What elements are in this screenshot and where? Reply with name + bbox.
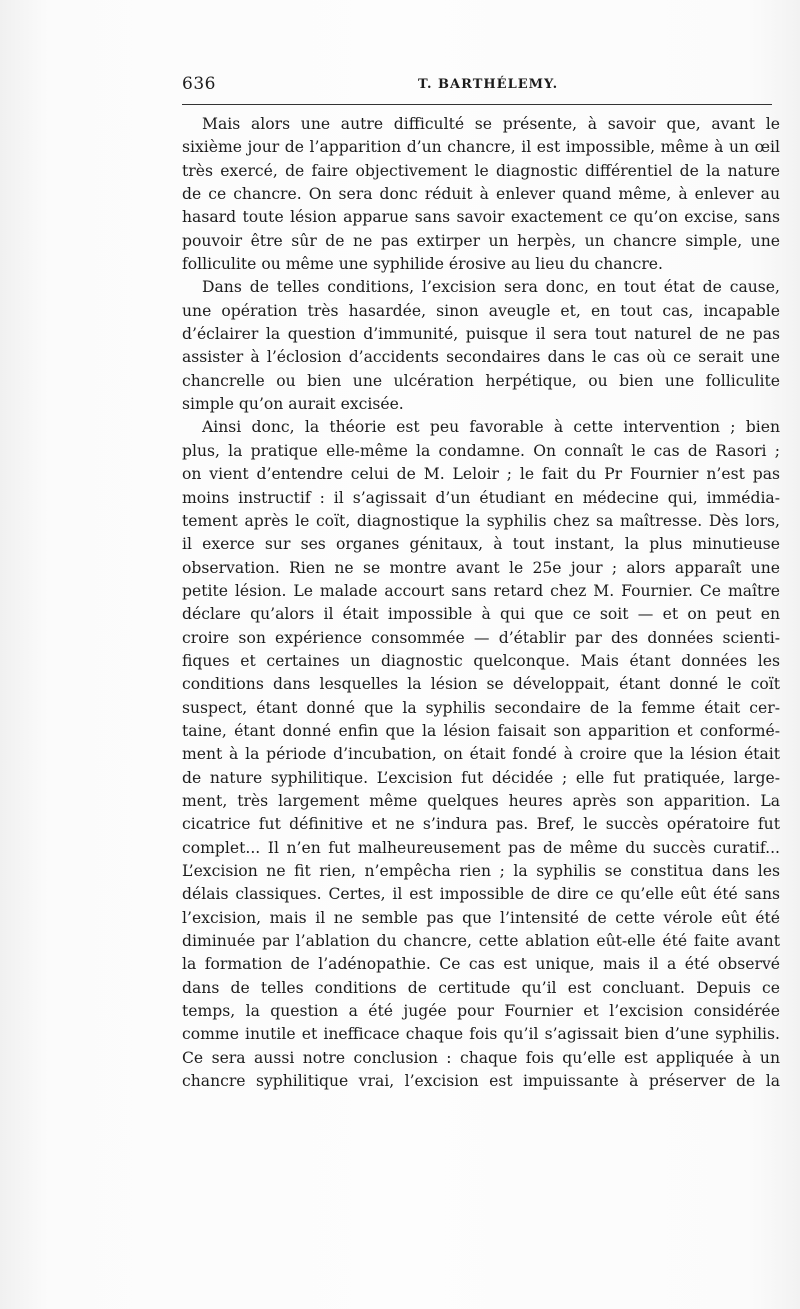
text-line: la formation de l’adénopathie. Ce cas est unique, mais il a été observé: [182, 955, 780, 974]
text-line: moins instructif : il s’agissait d’un étudiant en médecine qui, immédia-: [182, 488, 780, 507]
text-line: l’excision, mais il ne semble pas que l’intensité de cette vérole eût été: [182, 908, 780, 927]
text-line: complet... Il n’en fut malheureusement pas de même du succès curatif...: [182, 838, 780, 857]
text-line: il exerce sur ses organes génitaux, à tout instant, la plus minutieuse: [182, 535, 780, 554]
text-line: observation. Rien ne se montre avant le 25e jour ; alors apparaît une: [182, 558, 780, 577]
text-line: cicatrice fut définitive et ne s’indura pas. Bref, le succès opératoire fut: [182, 815, 780, 834]
text-line: Ce sera aussi notre conclusion : chaque fois qu’elle est appliquée à un: [182, 1048, 780, 1067]
text-line: Mais alors une autre difficulté se présente, à savoir que, avant le: [202, 115, 780, 133]
body-text: [182, 113, 780, 1093]
text-line: L’excision ne fit rien, n’empêcha rien ; la syphilis se constitua dans les: [182, 862, 780, 880]
text-line: chancrelle ou bien une ulcération herpétique, ou bien une folliculite: [182, 371, 780, 390]
text-line: diminuée par l’ablation du chancre, cette ablation eût-elle été faite avant: [182, 932, 780, 951]
text-line: tement après le coït, diagnostique la syphilis chez sa maîtresse. Dès lors,: [182, 511, 780, 530]
text-line: de ce chancre. On sera donc réduit à enlever quand même, à enlever au: [182, 185, 780, 204]
text-line: chancre syphilitique vrai, l’excision est impuissante à préserver de la: [182, 1072, 780, 1091]
text-line: pouvoir être sûr de ne pas extirper un herpès, un chancre simple, une: [182, 231, 780, 250]
text-line: suspect, étant donné que la syphilis secondaire de la femme était cer-: [182, 698, 780, 717]
text-line: d’éclairer la question d’immunité, puisque il sera tout naturel de ne pas: [182, 325, 780, 344]
page-number: 636: [182, 74, 216, 94]
text-line: hasard toute lésion apparue sans savoir exactement ce qu’on excise, sans: [182, 208, 780, 227]
text-line: sixième jour de l’apparition d’un chancre, il est impossible, même à un œil: [182, 138, 780, 157]
text-line: comme inutile et inefficace chaque fois qu’il s’agissait bien d’une syphilis.: [182, 1025, 780, 1044]
running-head: [182, 74, 772, 100]
text-line: plus, la pratique elle-même la condamne. On connaît le cas de Rasori ;: [182, 441, 780, 460]
text-line: simple qu’on aurait excisée.: [182, 395, 404, 414]
text-line: ment à la période d’incubation, on était fondé à croire que la lésion était: [182, 745, 780, 764]
text-line: dans de telles conditions de certitude qu’il est concluant. Depuis ce: [182, 978, 780, 997]
text-line: taine, étant donné enfin que la lésion faisait son apparition et conformé-: [182, 721, 780, 740]
text-line: très exercé, de faire objectivement le diagnostic différentiel de la nature: [182, 161, 780, 180]
text-line: folliculite ou même une syphilide érosive au lieu du chancre.: [182, 255, 663, 274]
running-head-author: T. BARTHÉLEMY.: [418, 77, 559, 92]
text-line: Ainsi donc, la théorie est peu favorable à cette intervention ; bien: [202, 418, 780, 437]
text-line: ment, très largement même quelques heures après son apparition. La: [182, 791, 780, 810]
text-line: déclare qu’alors il était impossible à qui que ce soit — et on peut en: [182, 605, 780, 624]
text-line: petite lésion. Le malade accourt sans retard chez M. Fournier. Ce maître: [182, 581, 780, 600]
text-line: temps, la question a été jugée pour Fournier et l’excision considérée: [182, 1002, 780, 1021]
text-line: une opération très hasardée, sinon aveugle et, en tout cas, incapable: [182, 301, 780, 320]
text-line: de nature syphilitique. L’excision fut décidée ; elle fut pratiquée, large-: [182, 768, 780, 787]
text-line: fiques et certaines un diagnostic quelconque. Mais étant données les: [182, 651, 780, 670]
text-line: conditions dans lesquelles la lésion se développait, étant donné le coït: [182, 675, 780, 694]
text-line: on vient d’entendre celui de M. Leloir ; le fait du Pr Fournier n’est pas: [182, 465, 780, 484]
text-line: croire son expérience consommée — d’établir par des données scienti-: [182, 628, 780, 647]
text-line: assister à l’éclosion d’accidents secondaires dans le cas où ce serait une: [182, 348, 780, 367]
header-rule: [182, 104, 772, 105]
text-line: délais classiques. Certes, il est impossible de dire ce qu’elle eût été sans: [182, 885, 780, 904]
text-line: Dans de telles conditions, l’excision sera donc, en tout état de cause,: [202, 278, 780, 297]
